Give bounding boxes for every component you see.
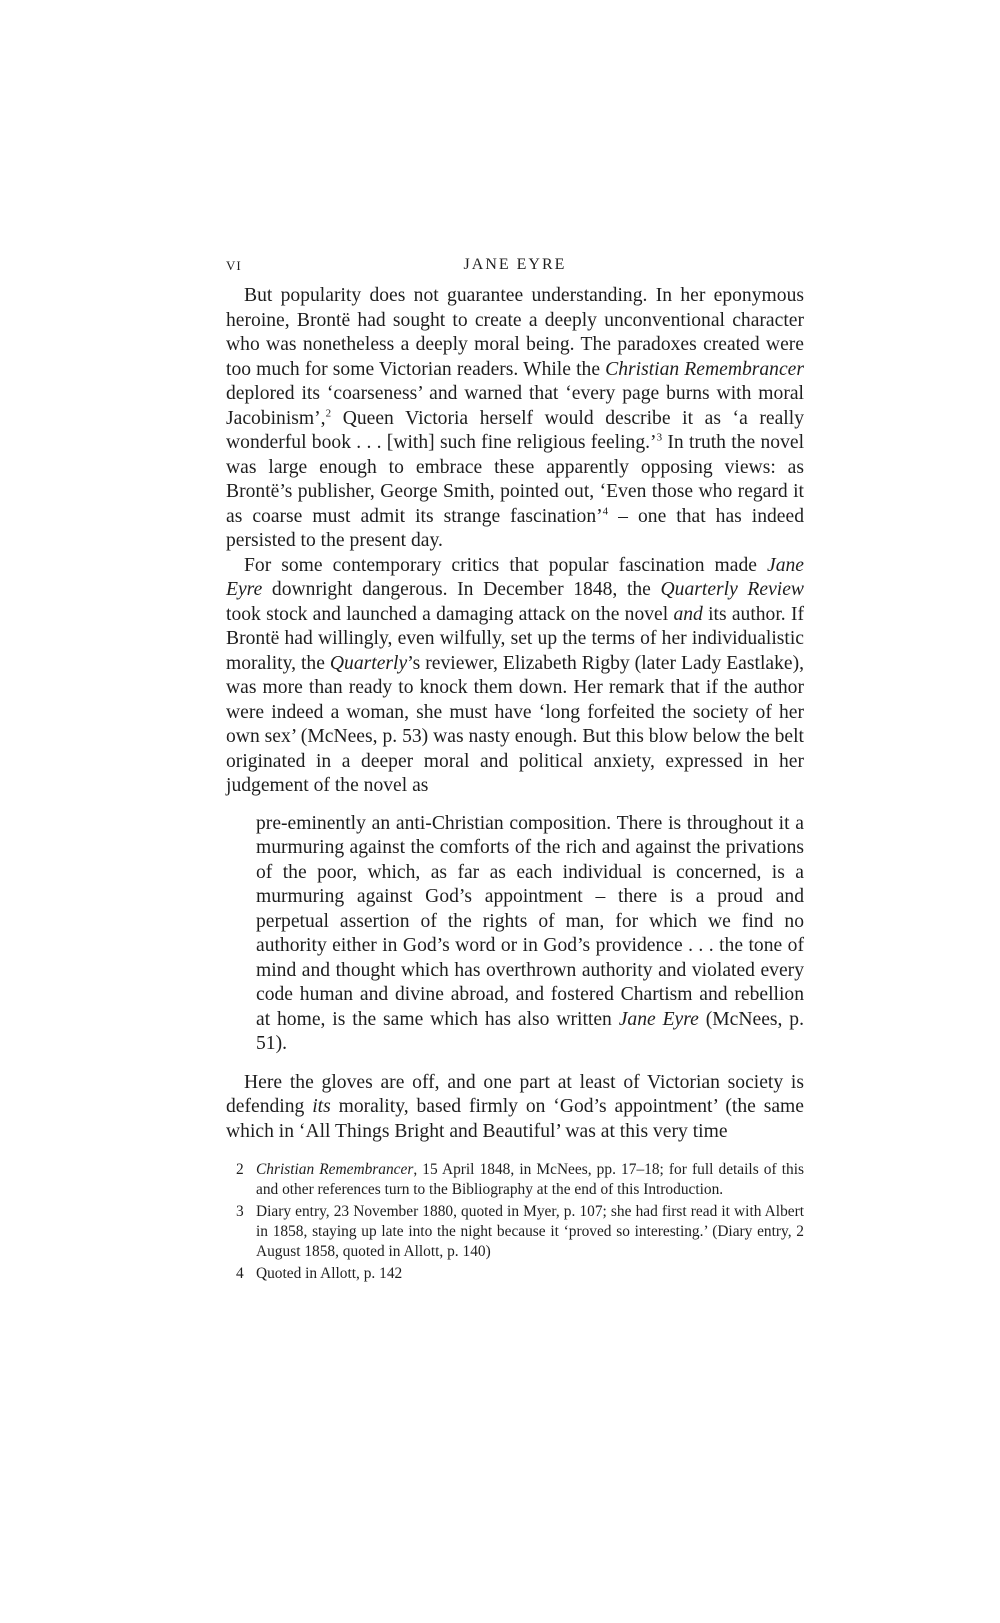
footnote-3-text: Diary entry, 23 November 1880, quoted in Myer, p. 107; she had first read it with Albert in 1858, staying up late into the night because it ‘proved so interesting.’ (Diary entry, 2 August 1858, quoted in Allott, p. 140) (256, 1203, 804, 1260)
paragraph-3 (226, 1071, 804, 1145)
p3-text-a: Here the gloves are off, and one part at least of Victorian society is defending (226, 1071, 804, 1117)
footnote-number: 4 (236, 1265, 244, 1282)
p2-text-c: took stock and launched a damaging attack on the novel (226, 603, 674, 625)
footnote-ref-3: 3 (656, 431, 663, 444)
p3-italic-its: its (312, 1096, 331, 1117)
p2-italic-quarterly-review: Quarterly Review (660, 579, 804, 600)
quote-text-b: (McNees, p. 51). (256, 1008, 804, 1054)
footnotes (226, 1160, 804, 1284)
p2-italic-and: and (673, 603, 703, 625)
footnote-4 (226, 1264, 804, 1284)
footnote-2-text: , 15 April 1848, in McNees, pp. 17–18; for full details of this and other references turn to the Bibliography at the end of this Introduction. (256, 1161, 804, 1198)
footnote-3 (226, 1202, 804, 1262)
footnote-4-text: Quoted in Allott, p. 142 (256, 1265, 403, 1282)
body-text (226, 284, 804, 799)
footnote-number: 3 (236, 1203, 244, 1220)
p1-italic-christian-remembrancer: Christian Remembrancer (605, 358, 805, 380)
p3-text-b: morality, based firmly on ‘God’s appointment’ (the same which in ‘All Things Bright and Beautiful’ was at this very time (226, 1096, 804, 1142)
p2-text-b: downright dangerous. In December 1848, the (262, 579, 661, 600)
p2-italic-jane-eyre: Jane Eyre (226, 554, 804, 600)
p1-text-e: – one that has indeed persisted to the present day. (226, 505, 804, 551)
p2-text-e: ’s reviewer, Elizabeth Rigby (later Lady Eastlake), was more than ready to knock them down. Her remark that if the author were indeed a woman, she must have ‘long forfeited the society of her own sex’ (McNees, p. 53) was nasty enough. But this blow below the belt originated in a deeper moral and political anxiety, expressed in her judgement of the novel as (226, 652, 805, 796)
running-head (226, 256, 804, 280)
p2-italic-quarterly: Quarterly (329, 652, 408, 674)
footnote-ref-4: 4 (602, 504, 609, 517)
p1-text-a: But popularity does not guarantee understanding. In her eponymous heroine, Brontë had sought to create a deeply unconventional character who was nonetheless a deeply moral being. The paradoxes created were too much for some Victorian readers. While the (226, 285, 804, 380)
paragraph-2 (226, 554, 804, 799)
body-text-continued (226, 1071, 804, 1145)
p1-text-d: In truth the novel was large enough to embrace these apparently opposing views: as Brontë’s publisher, George Smith, pointed out, ‘Even those who regard it as coarse must admit its strange fascination’ (226, 432, 805, 527)
quote-paragraph (256, 812, 804, 1057)
p2-text-a: For some contemporary critics that popular fascination made (244, 554, 767, 576)
p2-text-d: its author. If Brontë had willingly, even wilfully, set up the terms of her individualistic morality, the (226, 603, 804, 674)
p1-text-b: deplored its ‘coarseness’ and warned that ‘every page burns with moral Jacobinism’, (226, 383, 804, 429)
page-number: VI (226, 258, 242, 273)
p1-text-c: Queen Victoria herself would describe it as ‘a really wonderful book . . . [with] such fine religious feeling.’ (226, 407, 804, 453)
quote-italic-jane-eyre: Jane Eyre (618, 1008, 699, 1030)
block-quote (256, 812, 804, 1057)
footnote-ref-2: 2 (325, 406, 332, 419)
footnote-2 (226, 1160, 804, 1200)
book-page (226, 256, 804, 1286)
paragraph-1 (226, 284, 804, 554)
footnote-number: 2 (236, 1161, 244, 1178)
footnote-2-italic: Christian Remembrancer (256, 1161, 414, 1178)
quote-text-a: pre-eminently an anti-Christian composition. There is throughout it a murmuring against the comforts of the rich and against the privations of the poor, which, as far as each individual is concerned, is a murmuring against God’s appointment – there is a proud and perpetual assertion of the rights of man, for which we find no authority either in God’s word or in God’s providence . . . the tone of mind and thought which has overthrown authority and violated every code human and divine abroad, and fostered Chartism and rebellion at home, is the same which has also written (256, 812, 804, 1030)
running-title: JANE EYRE (463, 256, 567, 273)
